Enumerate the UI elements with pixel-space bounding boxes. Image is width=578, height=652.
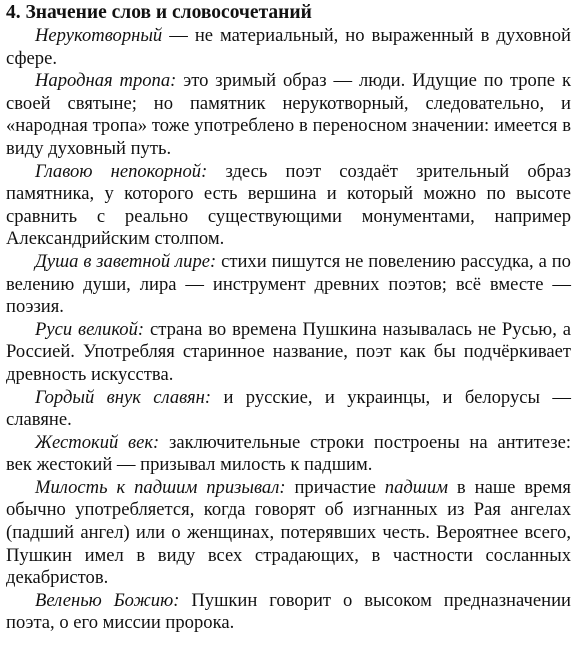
entry-rusi-velikoi [6, 319, 571, 387]
entry-term: Гордый внук славян: [35, 386, 212, 408]
entry-zhestokii-vek [6, 432, 571, 477]
entry-dusha-v-zavetnoi-lire [6, 251, 571, 319]
entry-term: Нерукотворный [35, 25, 163, 46]
entry-term: Веленью Божию: [35, 589, 180, 611]
entry-narodnaya-tropa [6, 70, 571, 160]
entry-text: и русские, и украинцы, и белорусы — славяне. [6, 386, 571, 431]
entry-gordyi-vnuk-slavyan [6, 387, 571, 432]
section-heading: 4. Значение слов и словосочетаний [6, 2, 312, 23]
entry-milost-k-padshim [6, 477, 571, 590]
entry-term: Народная тропа: [35, 70, 177, 92]
entry-inline-term: падшим [384, 476, 448, 498]
entry-text: в наше время обычно употребляется, когда говорят об изгнанных из Рая ангелах (падший ангел) или о женщинах, потерявших честь. Вероятнее всего, Пушкин имел в виду всех страдающих, в частности сосланных декабристов. [6, 476, 571, 589]
entry-glavoyu-nepokornoi [6, 161, 571, 251]
entry-term: Руси великой: [35, 318, 145, 340]
entry-text: это зримый образ — люди. Идущие по тропе к своей святыне; но памятник нерукотворный, следовательно, и «народная тропа» тоже употреблено в переносном значении: имеется в виду духовный путь. [6, 70, 571, 159]
entry-term: Жестокий век: [35, 431, 160, 453]
entry-nerukotvornyi [6, 25, 571, 70]
entry-text: — не материальный, но выраженный в духовной сфере. [6, 25, 571, 69]
entry-term: Главою непокорной: [35, 160, 208, 182]
entry-text: здесь поэт создаёт зрительный образ памятника, у которого есть вершина и который можно по высоте сравнить с реально существующими монументами, например Александрийским столпом. [6, 160, 571, 250]
entry-text: страна во времена Пушкина называлась не Русью, а Россией. Употребляя старинное название, поэт как бы подчёркивает древность искусства. [6, 318, 571, 385]
entry-text-before: причастие [285, 476, 385, 498]
entry-term: Милость к падшим призывал: [35, 476, 286, 498]
entry-text: стихи пишутся не повелению рассудка, а по велению души, лира — инструмент древних поэтов; всё вместе — поэзия. [6, 250, 571, 318]
entry-text: заключительные строки построены на антитезе: век жестокий — призывал милость к падшим. [6, 431, 572, 476]
entry-velenyu-bozhiyu [6, 590, 571, 635]
entry-text: Пушкин говорит о высоком предназначении поэта, о его миссии пророка. [6, 589, 571, 634]
entry-term: Душа в заветной лире: [35, 250, 217, 272]
